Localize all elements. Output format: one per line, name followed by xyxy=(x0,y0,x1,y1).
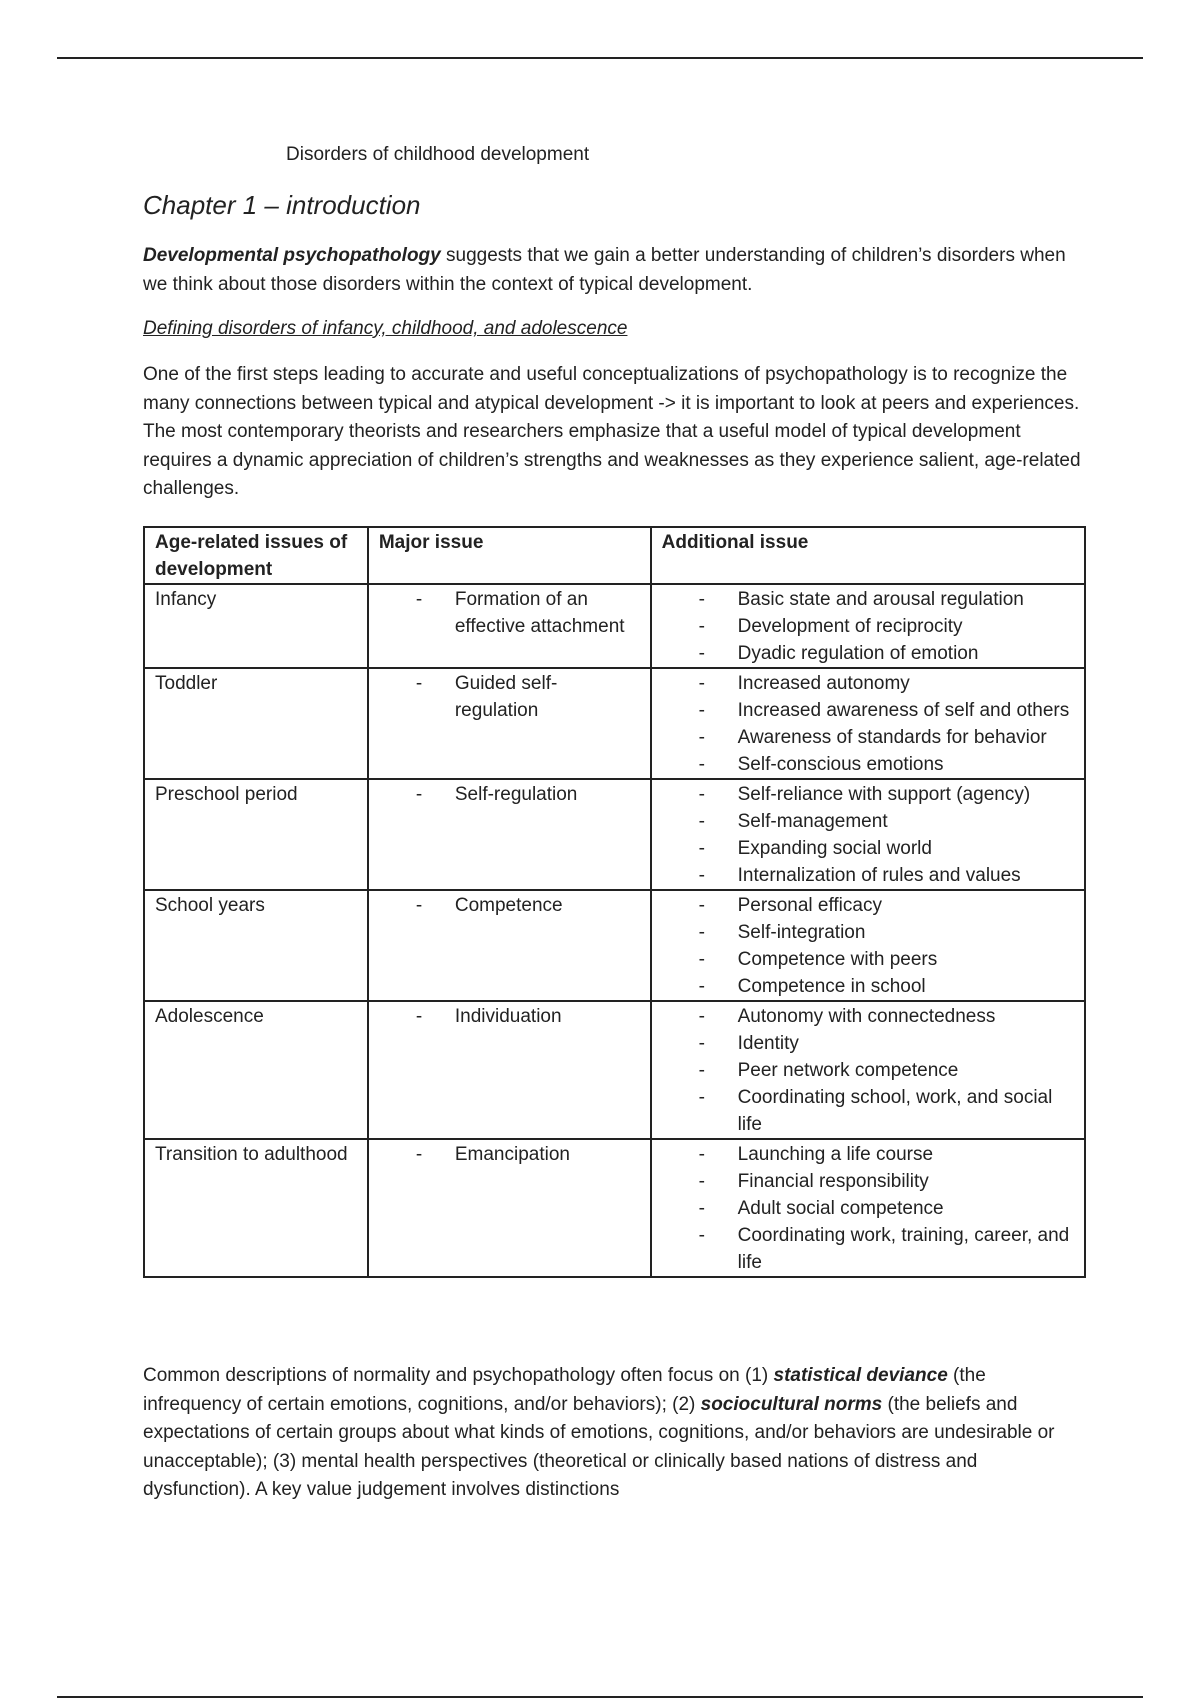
additional-issue-list xyxy=(662,892,1074,1000)
table-row xyxy=(144,1139,1085,1277)
page-top-rule xyxy=(57,57,1143,59)
table-header-row xyxy=(144,527,1085,584)
list-item: - Coordinating work, training, career, and life xyxy=(662,1222,1074,1276)
list-item: - Adult social competence xyxy=(662,1195,1074,1222)
table-row xyxy=(144,890,1085,1001)
list-item: - Increased autonomy xyxy=(662,670,1074,697)
list-item: - Formation of an effective attachment xyxy=(379,586,640,640)
header-major-issue: Major issue xyxy=(368,527,651,584)
list-item: - Coordinating school, work, and social life xyxy=(662,1084,1074,1138)
major-issue-list xyxy=(379,1003,640,1030)
list-item: - Guided self-regulation xyxy=(379,670,640,724)
additional-issue-list xyxy=(662,1003,1074,1138)
cell-age: School years xyxy=(144,890,368,1001)
cell-major xyxy=(368,1001,651,1139)
list-item: - Self-reliance with support (agency) xyxy=(662,781,1074,808)
term-statistical-deviance: statistical deviance xyxy=(773,1365,948,1386)
list-item: - Emancipation xyxy=(379,1141,640,1168)
additional-issue-list xyxy=(662,586,1074,667)
cell-age: Adolescence xyxy=(144,1001,368,1139)
cell-additional xyxy=(651,1001,1085,1139)
list-item: - Dyadic regulation of emotion xyxy=(662,640,1074,667)
cell-major xyxy=(368,584,651,668)
list-item: - Expanding social world xyxy=(662,835,1074,862)
cell-additional xyxy=(651,890,1085,1001)
intro-term: Developmental psychopathology xyxy=(143,245,441,266)
cell-additional xyxy=(651,668,1085,779)
major-issue-list xyxy=(379,670,640,724)
list-item: - Development of reciprocity xyxy=(662,613,1074,640)
list-item: - Competence xyxy=(379,892,640,919)
list-item: - Peer network competence xyxy=(662,1057,1074,1084)
paragraph2-part1: Common descriptions of normality and psychopathology often focus on (1) xyxy=(143,1365,774,1386)
table-row xyxy=(144,779,1085,890)
cell-major xyxy=(368,779,651,890)
chapter-heading: Chapter 1 – introduction xyxy=(143,190,421,220)
list-item: - Launching a life course xyxy=(662,1141,1074,1168)
additional-issue-list xyxy=(662,781,1074,889)
header-age-related-issues: Age-related issues of development xyxy=(144,527,368,584)
table-row xyxy=(144,668,1085,779)
list-item: - Internalization of rules and values xyxy=(662,862,1074,889)
paragraph2-part3: (the beliefs and expectations of certain groups about what kinds of emotions, cognitions, and/or behaviors are undesirable or unacceptable); (3) mental health perspectives (theoretical or clinically based nations of distress and dysfunction). A key value judgement involves distinctions xyxy=(143,1393,1055,1500)
list-item: - Personal efficacy xyxy=(662,892,1074,919)
list-item: - Competence with peers xyxy=(662,946,1074,973)
list-item: - Autonomy with connectedness xyxy=(662,1003,1074,1030)
cell-major xyxy=(368,668,651,779)
cell-additional xyxy=(651,779,1085,890)
cell-major xyxy=(368,890,651,1001)
list-item: - Identity xyxy=(662,1030,1074,1057)
list-item: - Self-conscious emotions xyxy=(662,751,1074,778)
body-paragraph-2 xyxy=(143,1362,1087,1505)
list-item: - Awareness of standards for behavior xyxy=(662,724,1074,751)
term-sociocultural-norms: sociocultural norms xyxy=(700,1393,883,1415)
additional-issue-list xyxy=(662,670,1074,778)
list-item: - Competence in school xyxy=(662,973,1074,1000)
list-item: - Individuation xyxy=(379,1003,640,1030)
major-issue-list xyxy=(379,586,640,640)
cell-age: Transition to adulthood xyxy=(144,1139,368,1277)
intro-text: suggests that we gain a better understanding of children’s disorders when we think about those disorders within the context of typical development. xyxy=(143,245,1066,295)
cell-age: Infancy xyxy=(144,584,368,668)
cell-additional xyxy=(651,1139,1085,1277)
cell-additional xyxy=(651,584,1085,668)
major-issue-list xyxy=(379,892,640,919)
list-item: - Increased awareness of self and others xyxy=(662,697,1074,724)
table-row xyxy=(144,584,1085,668)
list-item: - Self-regulation xyxy=(379,781,640,808)
list-item: - Self-integration xyxy=(662,919,1074,946)
additional-issue-list xyxy=(662,1141,1074,1276)
list-item: - Basic state and arousal regulation xyxy=(662,586,1074,613)
major-issue-list xyxy=(379,781,640,808)
header-additional-issue: Additional issue xyxy=(651,527,1085,584)
section-heading: Defining disorders of infancy, childhood, and adolescence xyxy=(143,318,628,339)
development-issues-table xyxy=(143,526,1086,1278)
body-paragraph-1: One of the first steps leading to accurate and useful conceptualizations of psychopathology is to recognize the many connections between typical and atypical development -> it is important to look at peers and experiences. The most contemporary theorists and researchers emphasize that a useful model of typical development requires a dynamic appreciation of children’s strengths and weaknesses as they experience salient, age-related challenges. xyxy=(143,364,1081,499)
list-item: - Self-management xyxy=(662,808,1074,835)
intro-paragraph xyxy=(143,242,1087,299)
page-bottom-rule xyxy=(57,1696,1143,1698)
list-item: - Financial responsibility xyxy=(662,1168,1074,1195)
paragraph2-part2: (the infrequency of certain emotions, cognitions, and/or behaviors); (2) xyxy=(143,1365,986,1415)
document-title: Disorders of childhood development xyxy=(286,144,590,165)
major-issue-list xyxy=(379,1141,640,1168)
cell-age: Toddler xyxy=(144,668,368,779)
cell-age: Preschool period xyxy=(144,779,368,890)
cell-major xyxy=(368,1139,651,1277)
table-row xyxy=(144,1001,1085,1139)
